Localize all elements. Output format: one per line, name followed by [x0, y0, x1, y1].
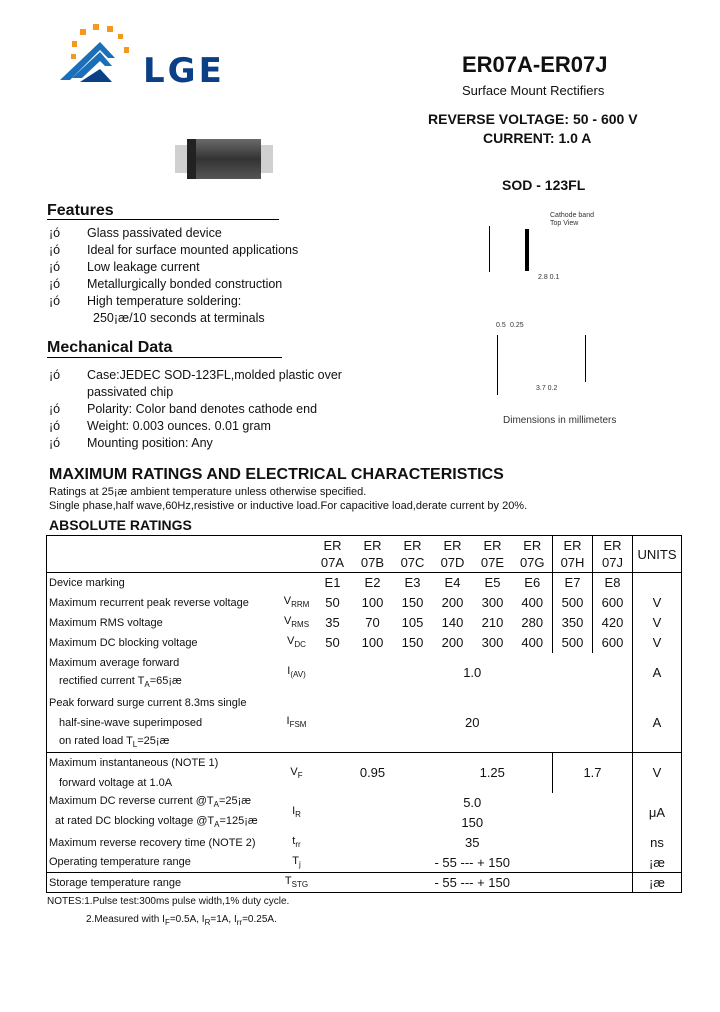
mechanical-heading: Mechanical Data	[47, 339, 173, 356]
list-item: ¡ó Metallurgically bonded construction	[49, 277, 283, 291]
reverse-voltage: REVERSE VOLTAGE: 50 - 600 V	[428, 111, 638, 127]
current-rating: CURRENT: 1.0 A	[483, 130, 592, 146]
table-row: Operating temperature range $T_j$ - 55 --- + 150 ¡æ	[47, 853, 682, 873]
list-item: ¡ó Polarity: Color band denotes cathode end	[49, 402, 318, 416]
list-item: ¡ó High temperature soldering:	[49, 294, 242, 308]
table-row: Maximum instantaneous (NOTE 1) $V_F$ 0.95 1.25 1.7 V	[47, 753, 682, 773]
table-header-row: ER 07A ER 07B ER 07C ER 07D ER 07E ER 07G ER 07H ER 07J UNITS	[47, 536, 682, 573]
part-title: ER07A-ER07J	[462, 52, 608, 77]
dim-lead: 0.5	[496, 322, 506, 329]
list-item: ¡ó Glass passivated device	[49, 226, 222, 240]
table-row: Device marking E1 E2 E3 E4 E5 E6 E7 E8	[47, 573, 682, 593]
part-subtitle: Surface Mount Rectifiers	[462, 83, 605, 98]
dim-length: 3.7 0.2	[536, 385, 558, 392]
table-row: Maximum RMS voltage $V_{RMS}$ 35 70 105 140 210 280 350 420 V	[47, 613, 682, 633]
features-heading: Features	[47, 202, 114, 219]
table-row: Peak forward surge current 8.3ms single $I_{FSM}$ 20 A	[47, 693, 682, 713]
component-image	[175, 145, 273, 173]
note-2: 2.Measured with $I_F=0.5A$, $I_R=1A$, $I_{rr}=0.25A$.	[86, 914, 277, 927]
note-1: NOTES:1.Pulse test:300ms pulse width,1% duty cycle.	[47, 896, 290, 907]
dim-thickness: 0.25	[510, 322, 524, 329]
list-item-continuation: passivated chip	[87, 385, 174, 399]
table-row: Maximum average forward $I_{(AV)}$ 1.0 A	[47, 653, 682, 673]
logo-icon	[60, 20, 140, 90]
list-item: ¡ó Ideal for surface mounted applications	[49, 243, 299, 257]
dimension-diagram	[420, 200, 640, 400]
list-item: ¡ó Case:JEDEC SOD-123FL,molded plastic over	[49, 368, 342, 382]
ratings-heading: MAXIMUM RATINGS AND ELECTRICAL CHARACTERISTICS	[49, 466, 504, 483]
dim-width: 2.8 0.1	[538, 274, 560, 281]
table-row: Maximum recurrent peak reverse voltage $V_{RRM}$ 50 100 150 200 300 400 500 600 V	[47, 593, 682, 613]
table-row: Maximum reverse recovery time (NOTE 2) $t_{rr}$ 35 ns	[47, 833, 682, 853]
absolute-ratings-heading: ABSOLUTE RATINGS	[49, 517, 192, 533]
logo-text: LGE	[143, 51, 225, 91]
list-item: ¡ó Low leakage current	[49, 260, 200, 274]
table-row: Maximum DC reverse current $@T_A=25¡æ$ $I_R$ 5.0 μA	[47, 793, 682, 813]
ratings-table: ER 07A ER 07B ER 07C ER 07D ER 07E ER 07G ER 07H ER 07J UNITS Device marking E1 E2 E3 E4 E5 E6 E7 E8 Maximum recurrent peak reverse voltage $V_{RRM}$ 50 100 150 200 300 400 500 600 V Maximum RMS voltage $V_{RMS}$ 35 70 105 140 210 280 350 420 V Maximum DC blocking voltage $V_{DC}$ 50 100 150 200 300 400 500 600 V Maximum average forward $I_{(AV)}$ 1.0 A rectified current $T_A=65¡æ$ Peak forward surge current 8.3ms single $I_{FSM}$ 20 A half-sine-wave superimposed on rated load $T_L=25¡æ$ Maximum instantaneous (NOTE 1) $V_F$ 0.95 1.25 1.7 V forward voltage at 1.0A Maximum DC reverse current $@T_A=25¡æ$ $I_R$ 5.0 μA at rated DC blocking voltage $@T_A=125¡æ$ 150 Maximum reverse recovery time (NOTE 2) $t_{rr}$ 35 ns Operating temperature range $T_j$ - 55 --- + 150 ¡æ Storage temperature range $T_{STG}$ - 55 --- + 150 ¡æ	[46, 535, 682, 893]
list-item: ¡ó Weight: 0.003 ounces. 0.01 gram	[49, 419, 271, 433]
features-list	[49, 225, 298, 327]
list-item-continuation: 250¡æ/10 seconds at terminals	[93, 311, 265, 325]
mechanical-list	[49, 367, 342, 452]
dimension-caption: Dimensions in millimeters	[503, 415, 617, 426]
table-row: Storage temperature range $T_{STG}$ - 55 --- + 150 ¡æ	[47, 873, 682, 893]
list-item: ¡ó Mounting position: Any	[49, 436, 213, 450]
package-name: SOD - 123FL	[502, 177, 586, 193]
cathode-label: Cathode band	[550, 212, 594, 219]
ratings-note-2: Single phase,half wave,60Hz,resistive or inductive load.For capacitive load,derate current by 20%.	[49, 500, 528, 512]
table-row: Maximum DC blocking voltage $V_{DC}$ 50 100 150 200 300 400 500 600 V	[47, 633, 682, 653]
ratings-note-1: Ratings at 25¡æ ambient temperature unless otherwise specified.	[49, 486, 367, 498]
top-view-label: Top View	[550, 220, 579, 227]
